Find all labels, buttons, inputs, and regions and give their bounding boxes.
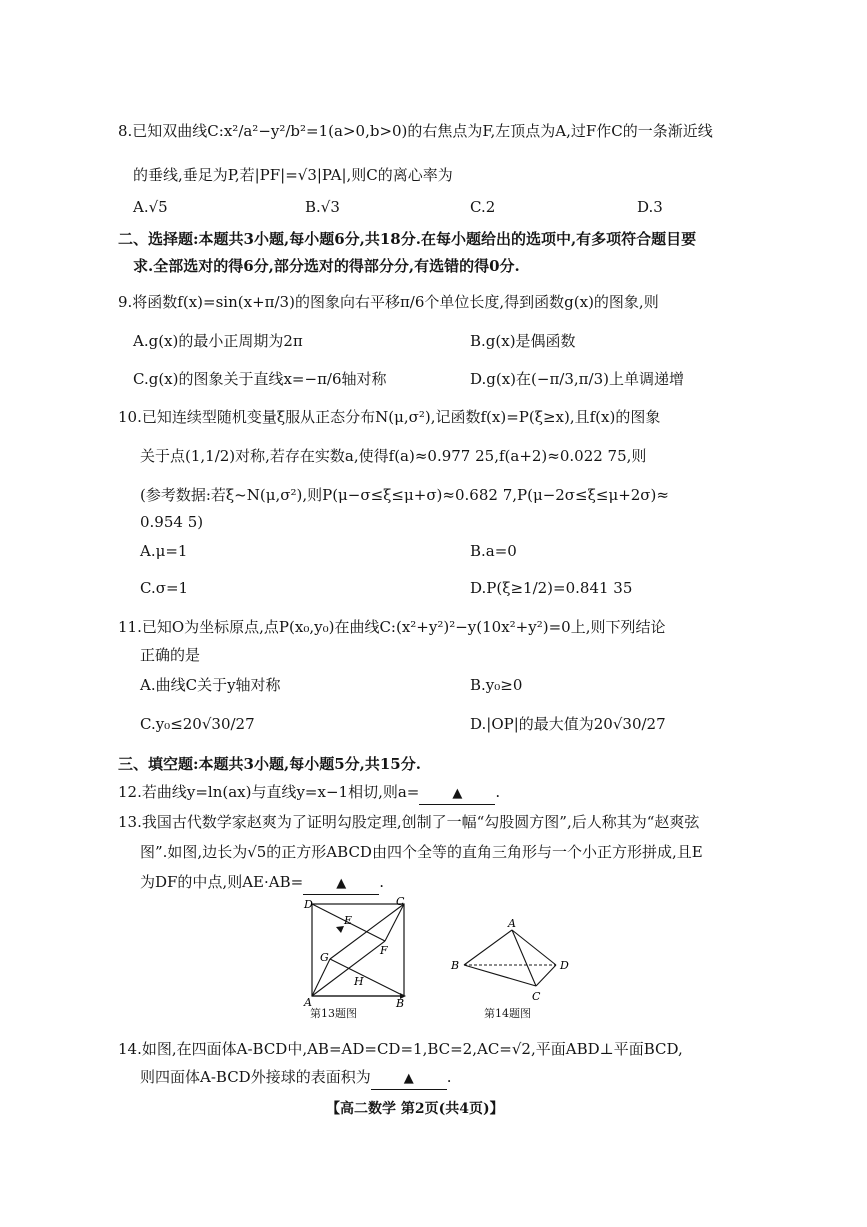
section2-header-line1: 二、选择题:本题共3小题,每小题6分,共18分.在每小题给出的选项中,有多项符合题目要 <box>118 230 697 248</box>
q12-end: . <box>495 783 501 801</box>
q11-line1: 11.已知O为坐标原点,点P(x₀,y₀)在曲线C:(x²+y²)²−y(10x²+y²)=0上,则下列结论 <box>118 618 666 636</box>
fig13-label-h: H <box>354 975 364 988</box>
fig13-line-gb <box>330 959 404 996</box>
q9-option-d: D.g(x)在(−π/3,π/3)上单调递增 <box>470 370 684 388</box>
q12-text: 12.若曲线y=ln(ax)与直线y=x−1相切,则a= <box>118 783 420 801</box>
fig14-caption: 第14题图 <box>484 1007 531 1020</box>
fig13-line-ga <box>312 959 330 996</box>
q10-line4: 0.954 5) <box>140 513 204 531</box>
fig13-label-d: D <box>304 898 313 911</box>
fig13-caption: 第13题图 <box>310 1007 357 1020</box>
fig14-label-b: B <box>451 959 460 972</box>
q14-answer-blank[interactable] <box>371 1067 447 1090</box>
fig14-edge-ad <box>512 930 556 965</box>
fig13-label-g: G <box>320 951 329 964</box>
fig14-label-a: A <box>508 917 516 930</box>
fig13-label-e: E <box>344 914 353 927</box>
q14-line1: 14.如图,在四面体A-BCD中,AB=AD=CD=1,BC=2,AC=√2,平面ABD⊥平面BCD, <box>118 1040 683 1058</box>
triangle-icon: ▲ <box>403 1071 414 1086</box>
section3-header: 三、填空题:本题共3小题,每小题5分,共15分. <box>118 755 421 773</box>
fig13-label-c: C <box>396 895 405 908</box>
q14-end: . <box>446 1068 452 1086</box>
triangle-icon: ▲ <box>452 786 463 801</box>
q11-option-b: B.y₀≥0 <box>470 676 523 694</box>
q8-option-c: C.2 <box>470 198 496 216</box>
q11-line2: 正确的是 <box>140 646 201 664</box>
q8-line2: 的垂线,垂足为P,若|PF|=√3|PA|,则C的离心率为 <box>133 166 453 184</box>
q10-option-d: D.P(ξ≥1/2)=0.841 35 <box>470 579 633 597</box>
q10-option-c: C.σ=1 <box>140 579 189 597</box>
section2-header-line2: 求.全部选对的得6分,部分选对的得部分分,有选错的得0分. <box>133 257 520 275</box>
figure-14-diagram <box>444 916 580 1008</box>
q13-end: . <box>379 873 384 891</box>
q9-option-c: C.g(x)的图象关于直线x=−π/6轴对称 <box>133 370 387 388</box>
fig14-edge-ac <box>512 930 536 986</box>
q8-line1: 8.已知双曲线C:x²/a²−y²/b²=1(a>0,b>0)的右焦点为F,左顶点为A,过F作C的一条渐近线 <box>118 122 713 140</box>
q9-option-a: A.g(x)的最小正周期为2π <box>133 332 303 350</box>
figure-13-diagram <box>296 894 416 1020</box>
fig13-line-fc <box>385 904 404 941</box>
triangle-icon: ▲ <box>336 876 347 891</box>
q9-stem: 9.将函数f(x)=sin(x+π/3)的图象向右平移π/6个单位长度,得到函数g(x)的图象,则 <box>118 293 659 311</box>
q12 <box>118 782 500 805</box>
q11-option-a: A.曲线C关于y轴对称 <box>140 676 281 694</box>
q13-line1: 13.我国古代数学家赵爽为了证明勾股定理,创制了一幅“勾股圆方图”,后人称其为“赵爽弦 <box>118 813 700 831</box>
q10-option-b: B.a=0 <box>470 542 517 560</box>
fig13-label-b: B <box>396 997 405 1010</box>
q13-line3-text: 为DF的中点,则AE·AB= <box>140 873 304 891</box>
fig14-edge-ba <box>464 930 512 965</box>
q11-option-c: C.y₀≤20√30/27 <box>140 715 255 733</box>
q10-line3: (参考数据:若ξ~N(μ,σ²),则P(μ−σ≤ξ≤μ+σ)≈0.682 7,P(μ−2σ≤ξ≤μ+2σ)≈ <box>140 486 669 504</box>
q8-option-d: D.3 <box>637 198 663 216</box>
q12-answer-blank[interactable] <box>419 782 495 805</box>
q10-line2: 关于点(1,1/2)对称,若存在实数a,使得f(a)≈0.977 25,f(a+2)≈0.022 75,则 <box>140 447 647 465</box>
fig13-label-f: F <box>380 944 388 957</box>
q8-option-b: B.√3 <box>305 198 340 216</box>
q13-line3 <box>140 872 384 895</box>
q9-option-b: B.g(x)是偶函数 <box>470 332 576 350</box>
fig14-label-c: C <box>532 990 541 1003</box>
q11-option-d: D.|OP|的最大值为20√30/27 <box>470 715 666 733</box>
q14-line2-text: 则四面体A-BCD外接球的表面积为 <box>140 1068 371 1086</box>
fig13-arrowhead-e <box>336 926 344 933</box>
q8-option-a: A.√5 <box>133 198 168 216</box>
fig14-edge-bc <box>464 965 536 986</box>
q13-line2: 图”.如图,边长为√5的正方形ABCD由四个全等的直角三角形与一个小正方形拼成,且E <box>140 843 703 861</box>
fig14-label-d: D <box>560 959 569 972</box>
q10-option-a: A.μ=1 <box>140 542 188 560</box>
page-footer: 【高二数学 第2页(共4页)】 <box>326 1101 504 1117</box>
fig14-edge-cd <box>536 965 556 986</box>
fig13-label-a: A <box>304 996 312 1009</box>
q13-answer-blank[interactable] <box>303 872 379 895</box>
q14-line2 <box>140 1067 452 1090</box>
q10-line1: 10.已知连续型随机变量ξ服从正态分布N(μ,σ²),记函数f(x)=P(ξ≥x),且f(x)的图象 <box>118 408 661 426</box>
